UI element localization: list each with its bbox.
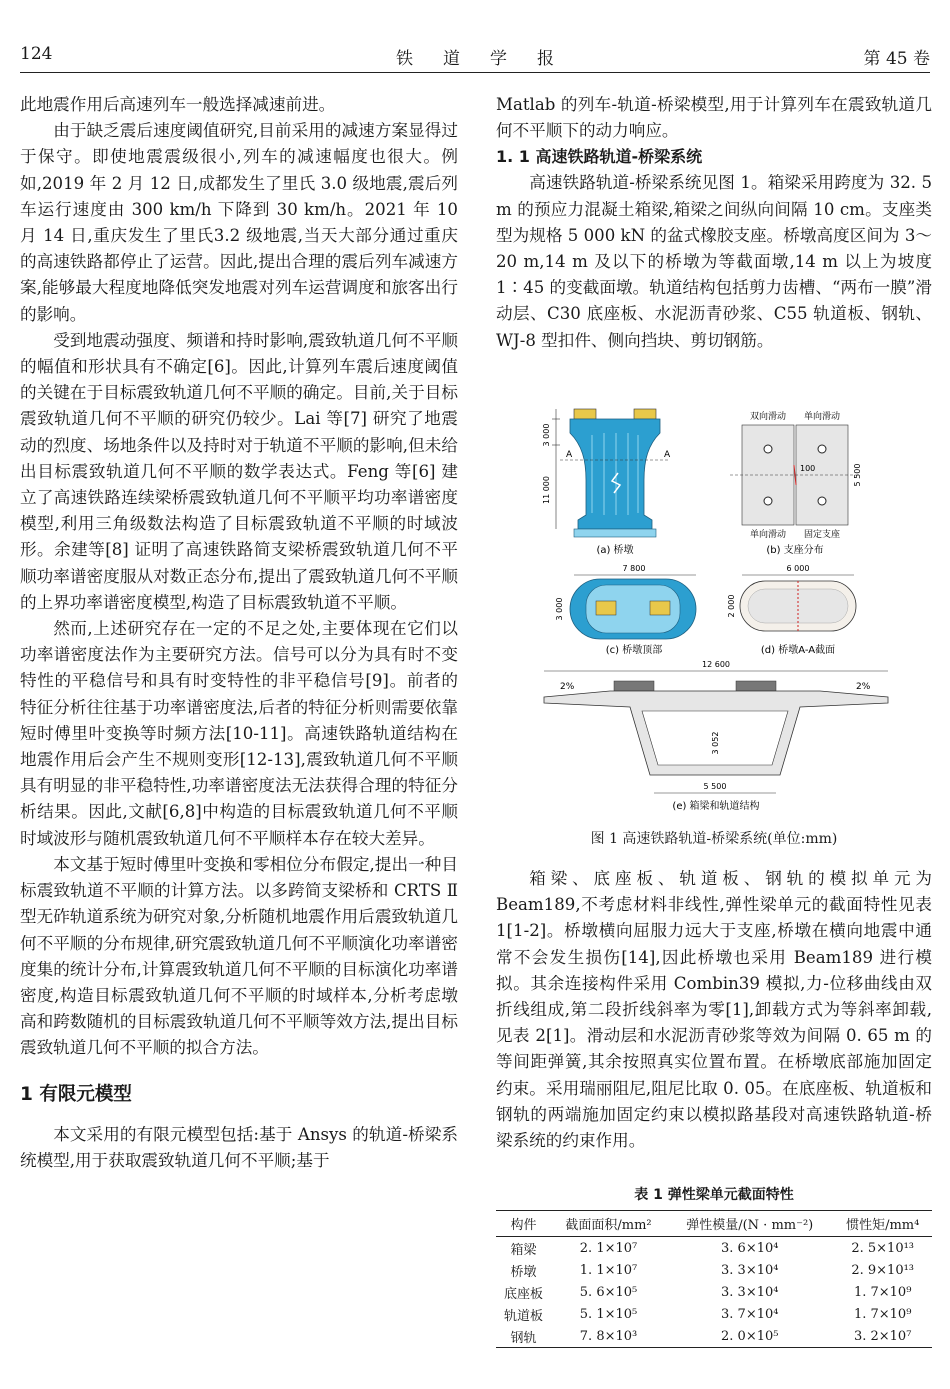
dim-5500-v-label: 5 500: [853, 463, 862, 487]
table-cell: 桥墩: [510, 1264, 537, 1280]
section-properties-table: [496, 1210, 932, 1348]
paragraph: 本文基于短时傅里叶变换和零相位分布假定,提出一种目标震致轨道不平顺的计算方法。以多跨简支梁桥和 CRTS Ⅱ型无砟轨道系统为研究对象,分析随机地震作用后震致轨道几何不平顺的分布规律,研究震致轨道几何不平顺演化功率谱密度集的统计分布,计算震致轨道几何不平顺的目标演化功率谱密度,构造目标震致轨道几何不平顺的时域样本,分析考虑墩高和跨数随机的目标震致轨道几何不平顺等效方法,提出目标震致轨道几何不平顺的拟合方法。: [20, 854, 458, 1058]
pier-section-drawing: [727, 564, 856, 656]
paragraph: 箱梁、底座板、轨道板、钢轨的模拟单元为 Beam189,不考虑材料非线性,弹性梁单元的截面特性见表 1[1-2]。桥墩横向屈服力远大于支座,桥墩在横向地震中通常不会发生损伤[14],因此桥墩也采用 Beam189 进行模拟。其余连接构件采用 Combin39 模拟,力-位移曲线由双折线组成,第二段折线斜率为零[1],卸载方式为等斜率卸载,见表 2[1]。滑动层和水泥沥青砂浆等效为间隔 0. 65 m 的等间距弹簧,其余按照真实位置布置。在桥墩底部施加固定约束。采用瑞丽阻尼,阻尼比取 0. 05。在底座板、轨道板和钢轨的两端施加固定约束以模拟路基段对高速铁路轨道-桥梁系统的约束作用。: [496, 869, 932, 1151]
section-a-label: A: [664, 450, 671, 460]
dim-3000-label: 3 000: [542, 423, 551, 447]
paragraph: 由于缺乏震后速度阈值研究,目前采用的减速方案显得过于保守。即使地震震级很小,列车的减速幅度也很大。例如,2019 年 2 月 12 日,成都发生了里氏 3.0 级地震,震后列车运行速度由 300 km/h 下降到 30 km/h。2021 年 10 月 14 日,重庆发生了里氏3.2 级地震,当天大部分通过重庆的高速铁路都停止了运营。因此,提出合理的震后列车减速方案,能够最大程度地降低突发地震对列车运营调度和旅客出行的影响。: [20, 121, 458, 324]
unidirectional-label: 单向滑动: [803, 412, 841, 422]
table-cell: 3. 6×10⁴: [721, 1240, 779, 1256]
table-cell: 3. 3×10⁴: [721, 1262, 779, 1278]
page-number: 124: [20, 44, 53, 64]
table-cell: 2. 5×10¹³: [851, 1240, 915, 1256]
subfigure-c-caption: (c) 桥墩顶部: [605, 645, 663, 656]
dim-6000-label: 6 000: [786, 564, 810, 573]
box-girder-drawing: [544, 660, 888, 812]
pier-top-drawing: [555, 564, 696, 656]
table-cell: 箱梁: [510, 1242, 537, 1258]
paragraph: 受到地震动强度、频谱和持时影响,震致轨道几何不平顺的幅值和形状具有不确定[6]。因此,计算列车震后速度阈值的关键在于目标震致轨道几何不平顺的确定。目前,关于目标震致轨道几何不平顺的研究仍较少。Lai 等[7] 研究了地震动的烈度、场地条件以及持时对于轨道不平顺的影响,但未给出目标震致轨道几何不平顺的数学表达式。Feng 等[6] 建立了高速铁路连续梁桥震致轨道几何不平顺平均功率谱密度模型,利用三角级数法构造了目标震致轨道不平顺的时域波形。余建等[8] 证明了高速铁路简支梁桥震致轨道几何不平顺功率谱密度服从对数正态分布,提出了震致轨道几何不平顺的上界功率谱密度模型,构造了目标震致轨道不平顺。: [20, 330, 458, 612]
table-row: [496, 1281, 932, 1303]
paragraph: Matlab 的列车-轨道-桥梁模型,用于计算列车在震致轨道几何不平顺下的动力响应。: [496, 95, 932, 141]
dim-3000-b-label: 3 000: [555, 597, 564, 621]
bidirectional-label: 双向滑动: [749, 412, 787, 422]
table-cell: 钢轨: [496, 1325, 551, 1348]
table-cell: 5. 1×10⁵: [579, 1306, 638, 1322]
right-column: [496, 92, 932, 354]
dim-5500-h-label: 5 500: [703, 782, 727, 791]
right-column-continued: [496, 866, 932, 1154]
table-title: 表 1 弹性梁单元截面特性: [634, 1187, 794, 1203]
table-header-cell: 截面面积/mm²: [551, 1211, 666, 1237]
paragraph: 高速铁路轨道-桥梁系统见图 1。箱梁采用跨度为 32. 5 m 的预应力混凝土箱梁,箱梁之间纵向间隔 10 cm。支座类型为规格 5 000 kN 的盆式橡胶支座。桥墩高度区间为 3～20 m,14 m 及以下的桥墩为等截面墩,14 m 以上为坡度 1∶45 的变截面墩。轨道结构包括剪力齿槽、“两布一膜”滑动层、C30 底座板、水泥沥青砂浆、C55 轨道板、钢轨、WJ-8 型扣件、侧向挡块、剪切钢筋。: [496, 173, 932, 350]
table-cell: 2. 0×10⁵: [666, 1325, 833, 1348]
table-cell: 3. 7×10⁴: [721, 1306, 779, 1322]
paragraph: 本文采用的有限元模型包括:基于 Ansys 的轨道-桥梁系统模型,用于获取震致轨道几何不平顺;基于: [20, 1124, 458, 1170]
table-cell: 1. 7×10⁹: [853, 1284, 912, 1300]
journal-name: 铁道学报: [396, 49, 584, 69]
volume-number: 第 45 卷: [863, 49, 930, 69]
table-cell: 2. 9×10¹³: [851, 1262, 915, 1278]
dim-7800-label: 7 800: [622, 564, 646, 573]
table-cell: 1. 1×10⁷: [579, 1262, 638, 1278]
table-cell: 轨道板: [503, 1308, 543, 1324]
left-column: [20, 92, 458, 1174]
bearing-layout: [730, 410, 862, 556]
table-cell: 2. 1×10⁷: [579, 1240, 638, 1256]
slope-right-label: 2%: [856, 682, 871, 692]
paragraph: 然而,上述研究存在一定的不足之处,主要体现在它们以功率谱密度法作为主要研究方法。信号可以分为具有时不变特性的平稳信号和具有时变特性的非平稳信号[9]。前者的特征分析往往基于功率谱密度法,后者的特征分析则需要依靠短时傅里叶变换等时频方法[10-11]。高速铁路轨道结构在地震作用后会产生不规则变形[12-13],震致轨道几何不平顺具有明显的非平稳特性,功率谱密度法无法获得合理的特征分析结果。因此,文献[6,8]中构造的目标震致轨道几何不平顺时域波形与随机震致轨道几何不平顺样本存在较大差异。: [20, 619, 458, 848]
table-row: [496, 1259, 932, 1281]
section-a-label: A: [566, 450, 573, 460]
subfigure-a-caption: (a) 桥墩: [596, 545, 634, 556]
subfigure-e-caption: (e) 箱梁和轨道结构: [672, 801, 760, 812]
table-cell: 1. 7×10⁹: [853, 1306, 912, 1322]
dim-12600-label: 12 600: [702, 660, 730, 669]
unidirectional-label-2: 单向滑动: [749, 530, 787, 540]
table-cell: 3. 2×10⁷: [833, 1325, 932, 1348]
table-cell: 5. 6×10⁵: [579, 1284, 638, 1300]
fixed-bearing-label: 固定支座: [803, 530, 841, 540]
dim-3052-label: 3 052: [711, 731, 720, 755]
slope-left-label: 2%: [560, 682, 575, 692]
table-header-cell: 弹性模量/(N · mm⁻²): [666, 1211, 833, 1237]
table-header-row: [496, 1211, 932, 1237]
table-row: [496, 1325, 932, 1348]
table-cell: 7. 8×10³: [551, 1325, 666, 1348]
dim-100-label: 100: [800, 464, 816, 473]
header-rule: [20, 72, 930, 73]
table-header-cell: 惯性矩/mm⁴: [833, 1211, 932, 1237]
dim-11000-label: 11 000: [542, 476, 551, 504]
pier-drawing: [542, 409, 671, 556]
page-header: [20, 34, 930, 68]
table-cell: 3. 3×10⁴: [721, 1284, 779, 1300]
subsection-heading: 1. 1 高速铁路轨道-桥梁系统: [496, 147, 703, 167]
table-row: [496, 1303, 932, 1325]
dim-2000-label: 2 000: [727, 594, 736, 618]
table-row: [496, 1237, 932, 1260]
paragraph: 此地震作用后高速列车一般选择减速前进。: [20, 95, 336, 114]
table-cell: 底座板: [503, 1286, 543, 1302]
figure-caption: 图 1 高速铁路轨道-桥梁系统(单位:mm): [590, 831, 838, 847]
table-header-cell: 构件: [496, 1211, 551, 1237]
figure-1: [530, 405, 902, 825]
subfigure-d-caption: (d) 桥墩A-A截面: [760, 645, 836, 656]
subfigure-b-caption: (b) 支座分布: [766, 545, 824, 556]
section-heading: 1 有限元模型: [20, 1083, 132, 1105]
